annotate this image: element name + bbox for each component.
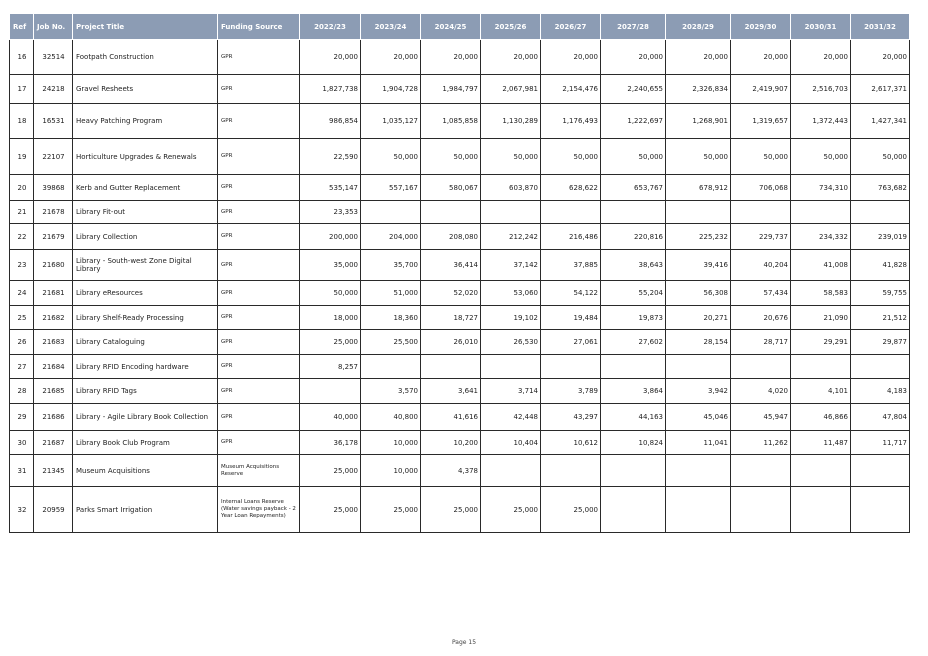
year-value-cell: 52,020 <box>421 281 481 306</box>
job-number-cell: 21683 <box>34 330 73 355</box>
table-row <box>10 431 910 455</box>
year-value-cell: 653,767 <box>601 175 666 201</box>
column-header: 2027/28 <box>601 14 666 40</box>
ref-cell: 32 <box>10 487 34 533</box>
year-value-cell: 25,000 <box>481 487 541 533</box>
ref-cell: 25 <box>10 306 34 330</box>
year-value-cell: 225,232 <box>666 224 731 250</box>
ref-cell: 30 <box>10 431 34 455</box>
year-value-cell: 1,035,127 <box>361 104 421 139</box>
year-value-cell: 50,000 <box>361 139 421 175</box>
table-row <box>10 281 910 306</box>
year-value-cell: 234,332 <box>791 224 851 250</box>
year-value-cell: 10,612 <box>541 431 601 455</box>
year-value-cell: 45,046 <box>666 404 731 431</box>
year-value-cell: 38,643 <box>601 250 666 281</box>
funding-source-cell: GPR <box>218 250 300 281</box>
year-value-cell: 23,353 <box>300 201 361 224</box>
funding-source-cell: GPR <box>218 431 300 455</box>
year-value-cell: 59,755 <box>851 281 910 306</box>
table-row <box>10 379 910 404</box>
year-value-cell: 39,416 <box>666 250 731 281</box>
year-value-cell: 1,372,443 <box>791 104 851 139</box>
table-header-row <box>10 14 910 40</box>
year-value-cell: 53,060 <box>481 281 541 306</box>
year-value-cell: 1,984,797 <box>421 75 481 104</box>
year-value-cell: 35,000 <box>300 250 361 281</box>
year-value-cell <box>421 201 481 224</box>
job-number-cell: 16531 <box>34 104 73 139</box>
year-value-cell: 37,142 <box>481 250 541 281</box>
funding-source-cell: Museum Acquisitions Reserve <box>218 455 300 487</box>
table-row <box>10 224 910 250</box>
year-value-cell <box>601 455 666 487</box>
year-value-cell <box>791 355 851 379</box>
year-value-cell: 25,000 <box>300 455 361 487</box>
column-header: Project Title <box>73 14 218 40</box>
job-number-cell: 24218 <box>34 75 73 104</box>
table-row <box>10 75 910 104</box>
year-value-cell <box>851 355 910 379</box>
year-value-cell: 26,530 <box>481 330 541 355</box>
year-value-cell <box>851 455 910 487</box>
year-value-cell: 20,271 <box>666 306 731 330</box>
funding-source-cell: GPR <box>218 40 300 75</box>
table-row <box>10 201 910 224</box>
year-value-cell <box>731 487 791 533</box>
year-value-cell: 208,080 <box>421 224 481 250</box>
year-value-cell: 50,000 <box>481 139 541 175</box>
year-value-cell: 10,000 <box>361 431 421 455</box>
year-value-cell <box>361 201 421 224</box>
funding-source-cell: GPR <box>218 404 300 431</box>
table-row <box>10 40 910 75</box>
funding-source-cell: GPR <box>218 201 300 224</box>
column-header: 2028/29 <box>666 14 731 40</box>
year-value-cell: 58,583 <box>791 281 851 306</box>
year-value-cell <box>791 455 851 487</box>
year-value-cell: 36,178 <box>300 431 361 455</box>
page-number: Page 15 <box>451 639 477 646</box>
year-value-cell: 986,854 <box>300 104 361 139</box>
year-value-cell: 4,101 <box>791 379 851 404</box>
ref-cell: 24 <box>10 281 34 306</box>
year-value-cell: 20,000 <box>300 40 361 75</box>
year-value-cell: 1,904,728 <box>361 75 421 104</box>
year-value-cell: 56,308 <box>666 281 731 306</box>
year-value-cell: 50,000 <box>851 139 910 175</box>
year-value-cell: 25,500 <box>361 330 421 355</box>
year-value-cell: 25,000 <box>300 487 361 533</box>
year-value-cell: 50,000 <box>791 139 851 175</box>
funding-source-cell: GPR <box>218 355 300 379</box>
year-value-cell: 40,204 <box>731 250 791 281</box>
ref-cell: 20 <box>10 175 34 201</box>
year-value-cell: 18,000 <box>300 306 361 330</box>
year-value-cell: 25,000 <box>421 487 481 533</box>
year-value-cell: 20,000 <box>791 40 851 75</box>
year-value-cell: 28,154 <box>666 330 731 355</box>
year-value-cell: 557,167 <box>361 175 421 201</box>
year-value-cell: 628,622 <box>541 175 601 201</box>
year-value-cell: 4,378 <box>421 455 481 487</box>
project-title-cell: Library eResources <box>73 281 218 306</box>
ref-cell: 16 <box>10 40 34 75</box>
year-value-cell: 10,200 <box>421 431 481 455</box>
year-value-cell: 8,257 <box>300 355 361 379</box>
project-title-cell: Library Collection <box>73 224 218 250</box>
table-body <box>10 40 910 533</box>
year-value-cell: 734,310 <box>791 175 851 201</box>
job-number-cell: 21679 <box>34 224 73 250</box>
column-header: 2026/27 <box>541 14 601 40</box>
year-value-cell: 3,789 <box>541 379 601 404</box>
year-value-cell: 50,000 <box>731 139 791 175</box>
year-value-cell <box>421 355 481 379</box>
year-value-cell: 1,130,289 <box>481 104 541 139</box>
table-row <box>10 330 910 355</box>
year-value-cell <box>481 355 541 379</box>
year-value-cell: 29,877 <box>851 330 910 355</box>
year-value-cell: 54,122 <box>541 281 601 306</box>
table-row <box>10 104 910 139</box>
year-value-cell <box>541 355 601 379</box>
year-value-cell: 1,085,858 <box>421 104 481 139</box>
column-header: 2024/25 <box>421 14 481 40</box>
project-title-cell: Horticulture Upgrades & Renewals <box>73 139 218 175</box>
year-value-cell: 3,570 <box>361 379 421 404</box>
year-value-cell: 27,602 <box>601 330 666 355</box>
project-title-cell: Museum Acquisitions <box>73 455 218 487</box>
year-value-cell: 50,000 <box>666 139 731 175</box>
year-value-cell: 50,000 <box>421 139 481 175</box>
ref-cell: 23 <box>10 250 34 281</box>
project-title-cell: Library - Agile Library Book Collection <box>73 404 218 431</box>
year-value-cell: 229,737 <box>731 224 791 250</box>
year-value-cell: 603,870 <box>481 175 541 201</box>
year-value-cell: 706,068 <box>731 175 791 201</box>
year-value-cell: 20,676 <box>731 306 791 330</box>
year-value-cell: 20,000 <box>541 40 601 75</box>
year-value-cell <box>791 201 851 224</box>
year-value-cell: 20,000 <box>851 40 910 75</box>
year-value-cell: 50,000 <box>601 139 666 175</box>
year-value-cell: 50,000 <box>541 139 601 175</box>
year-value-cell: 2,240,655 <box>601 75 666 104</box>
table-row <box>10 404 910 431</box>
year-value-cell: 40,800 <box>361 404 421 431</box>
column-header: 2031/32 <box>851 14 910 40</box>
year-value-cell: 10,824 <box>601 431 666 455</box>
job-number-cell: 21685 <box>34 379 73 404</box>
job-number-cell: 21687 <box>34 431 73 455</box>
year-value-cell: 35,700 <box>361 250 421 281</box>
table-row <box>10 175 910 201</box>
year-value-cell: 220,816 <box>601 224 666 250</box>
year-value-cell: 11,487 <box>791 431 851 455</box>
year-value-cell: 22,590 <box>300 139 361 175</box>
year-value-cell: 3,714 <box>481 379 541 404</box>
job-number-cell: 22107 <box>34 139 73 175</box>
year-value-cell <box>731 201 791 224</box>
project-title-cell: Library Fit-out <box>73 201 218 224</box>
table-row <box>10 487 910 533</box>
year-value-cell <box>541 201 601 224</box>
year-value-cell: 4,183 <box>851 379 910 404</box>
funding-source-cell: GPR <box>218 139 300 175</box>
column-header: Funding Source <box>218 14 300 40</box>
year-value-cell: 11,041 <box>666 431 731 455</box>
ref-cell: 17 <box>10 75 34 104</box>
year-value-cell: 47,804 <box>851 404 910 431</box>
year-value-cell: 19,484 <box>541 306 601 330</box>
year-value-cell: 42,448 <box>481 404 541 431</box>
year-value-cell: 43,297 <box>541 404 601 431</box>
year-value-cell: 216,486 <box>541 224 601 250</box>
year-value-cell: 2,067,981 <box>481 75 541 104</box>
year-value-cell <box>666 201 731 224</box>
job-number-cell: 21684 <box>34 355 73 379</box>
year-value-cell: 3,942 <box>666 379 731 404</box>
year-value-cell: 763,682 <box>851 175 910 201</box>
year-value-cell: 2,516,703 <box>791 75 851 104</box>
year-value-cell: 535,147 <box>300 175 361 201</box>
funding-source-cell: GPR <box>218 75 300 104</box>
funding-source-cell: GPR <box>218 379 300 404</box>
year-value-cell: 3,641 <box>421 379 481 404</box>
year-value-cell: 212,242 <box>481 224 541 250</box>
job-number-cell: 21680 <box>34 250 73 281</box>
year-value-cell: 25,000 <box>361 487 421 533</box>
year-value-cell: 20,000 <box>731 40 791 75</box>
year-value-cell: 1,176,493 <box>541 104 601 139</box>
year-value-cell <box>851 201 910 224</box>
year-value-cell: 4,020 <box>731 379 791 404</box>
year-value-cell <box>601 201 666 224</box>
column-header: 2029/30 <box>731 14 791 40</box>
year-value-cell: 3,864 <box>601 379 666 404</box>
funding-source-cell: GPR <box>218 330 300 355</box>
year-value-cell <box>666 487 731 533</box>
year-value-cell: 46,866 <box>791 404 851 431</box>
year-value-cell: 28,717 <box>731 330 791 355</box>
year-value-cell: 1,268,901 <box>666 104 731 139</box>
ref-cell: 18 <box>10 104 34 139</box>
year-value-cell <box>300 379 361 404</box>
funding-source-cell: GPR <box>218 104 300 139</box>
year-value-cell: 1,827,738 <box>300 75 361 104</box>
project-title-cell: Kerb and Gutter Replacement <box>73 175 218 201</box>
year-value-cell: 1,319,657 <box>731 104 791 139</box>
year-value-cell: 51,000 <box>361 281 421 306</box>
project-title-cell: Library Book Club Program <box>73 431 218 455</box>
year-value-cell: 1,427,341 <box>851 104 910 139</box>
year-value-cell: 21,512 <box>851 306 910 330</box>
year-value-cell: 11,262 <box>731 431 791 455</box>
ref-cell: 31 <box>10 455 34 487</box>
year-value-cell: 26,010 <box>421 330 481 355</box>
year-value-cell: 10,000 <box>361 455 421 487</box>
year-value-cell <box>481 455 541 487</box>
year-value-cell: 20,000 <box>601 40 666 75</box>
project-title-cell: Library Shelf-Ready Processing <box>73 306 218 330</box>
ref-cell: 22 <box>10 224 34 250</box>
column-header: Job No. <box>34 14 73 40</box>
year-value-cell: 20,000 <box>666 40 731 75</box>
column-header: 2022/23 <box>300 14 361 40</box>
year-value-cell: 2,617,371 <box>851 75 910 104</box>
column-header: 2023/24 <box>361 14 421 40</box>
table-row <box>10 139 910 175</box>
year-value-cell <box>601 355 666 379</box>
funding-source-cell: GPR <box>218 281 300 306</box>
year-value-cell: 50,000 <box>300 281 361 306</box>
table-row <box>10 250 910 281</box>
year-value-cell: 18,727 <box>421 306 481 330</box>
year-value-cell: 20,000 <box>481 40 541 75</box>
year-value-cell: 20,000 <box>361 40 421 75</box>
year-value-cell: 2,154,476 <box>541 75 601 104</box>
year-value-cell: 41,008 <box>791 250 851 281</box>
year-value-cell: 580,067 <box>421 175 481 201</box>
ref-cell: 26 <box>10 330 34 355</box>
year-value-cell: 41,616 <box>421 404 481 431</box>
year-value-cell <box>731 455 791 487</box>
year-value-cell: 40,000 <box>300 404 361 431</box>
column-header: Ref <box>10 14 34 40</box>
year-value-cell: 10,404 <box>481 431 541 455</box>
year-value-cell: 37,885 <box>541 250 601 281</box>
year-value-cell <box>851 487 910 533</box>
funding-source-cell: GPR <box>218 306 300 330</box>
year-value-cell: 36,414 <box>421 250 481 281</box>
year-value-cell <box>601 487 666 533</box>
job-number-cell: 21682 <box>34 306 73 330</box>
ref-cell: 29 <box>10 404 34 431</box>
year-value-cell: 45,947 <box>731 404 791 431</box>
table-row <box>10 455 910 487</box>
table-row <box>10 306 910 330</box>
ref-cell: 21 <box>10 201 34 224</box>
year-value-cell <box>666 455 731 487</box>
year-value-cell: 25,000 <box>300 330 361 355</box>
project-title-cell: Library Cataloguing <box>73 330 218 355</box>
project-title-cell: Footpath Construction <box>73 40 218 75</box>
project-title-cell: Gravel Resheets <box>73 75 218 104</box>
year-value-cell: 25,000 <box>541 487 601 533</box>
year-value-cell <box>666 355 731 379</box>
year-value-cell: 19,102 <box>481 306 541 330</box>
funding-source-cell: Internal Loans Reserve (Water savings payback - 2 Year Loan Repayments) <box>218 487 300 533</box>
job-number-cell: 39868 <box>34 175 73 201</box>
ref-cell: 19 <box>10 139 34 175</box>
job-number-cell: 20959 <box>34 487 73 533</box>
year-value-cell: 1,222,697 <box>601 104 666 139</box>
year-value-cell: 11,717 <box>851 431 910 455</box>
job-number-cell: 21686 <box>34 404 73 431</box>
year-value-cell: 239,019 <box>851 224 910 250</box>
year-value-cell: 44,163 <box>601 404 666 431</box>
capital-works-table <box>9 13 910 533</box>
column-header: 2025/26 <box>481 14 541 40</box>
year-value-cell: 200,000 <box>300 224 361 250</box>
table-row <box>10 355 910 379</box>
year-value-cell <box>541 455 601 487</box>
year-value-cell: 19,873 <box>601 306 666 330</box>
ref-cell: 28 <box>10 379 34 404</box>
year-value-cell: 2,326,834 <box>666 75 731 104</box>
year-value-cell: 678,912 <box>666 175 731 201</box>
project-title-cell: Heavy Patching Program <box>73 104 218 139</box>
project-title-cell: Library RFID Tags <box>73 379 218 404</box>
job-number-cell: 21681 <box>34 281 73 306</box>
column-header: 2030/31 <box>791 14 851 40</box>
year-value-cell <box>481 201 541 224</box>
year-value-cell: 204,000 <box>361 224 421 250</box>
year-value-cell <box>791 487 851 533</box>
year-value-cell: 29,291 <box>791 330 851 355</box>
year-value-cell <box>731 355 791 379</box>
job-number-cell: 21345 <box>34 455 73 487</box>
ref-cell: 27 <box>10 355 34 379</box>
year-value-cell: 41,828 <box>851 250 910 281</box>
year-value-cell: 20,000 <box>421 40 481 75</box>
funding-source-cell: GPR <box>218 224 300 250</box>
year-value-cell <box>361 355 421 379</box>
job-number-cell: 21678 <box>34 201 73 224</box>
year-value-cell: 21,090 <box>791 306 851 330</box>
year-value-cell: 27,061 <box>541 330 601 355</box>
year-value-cell: 55,204 <box>601 281 666 306</box>
year-value-cell: 18,360 <box>361 306 421 330</box>
project-title-cell: Library RFID Encoding hardware <box>73 355 218 379</box>
year-value-cell: 57,434 <box>731 281 791 306</box>
year-value-cell: 2,419,907 <box>731 75 791 104</box>
job-number-cell: 32514 <box>34 40 73 75</box>
project-title-cell: Library - South-west Zone Digital Library <box>73 250 218 281</box>
funding-source-cell: GPR <box>218 175 300 201</box>
project-title-cell: Parks Smart Irrigation <box>73 487 218 533</box>
